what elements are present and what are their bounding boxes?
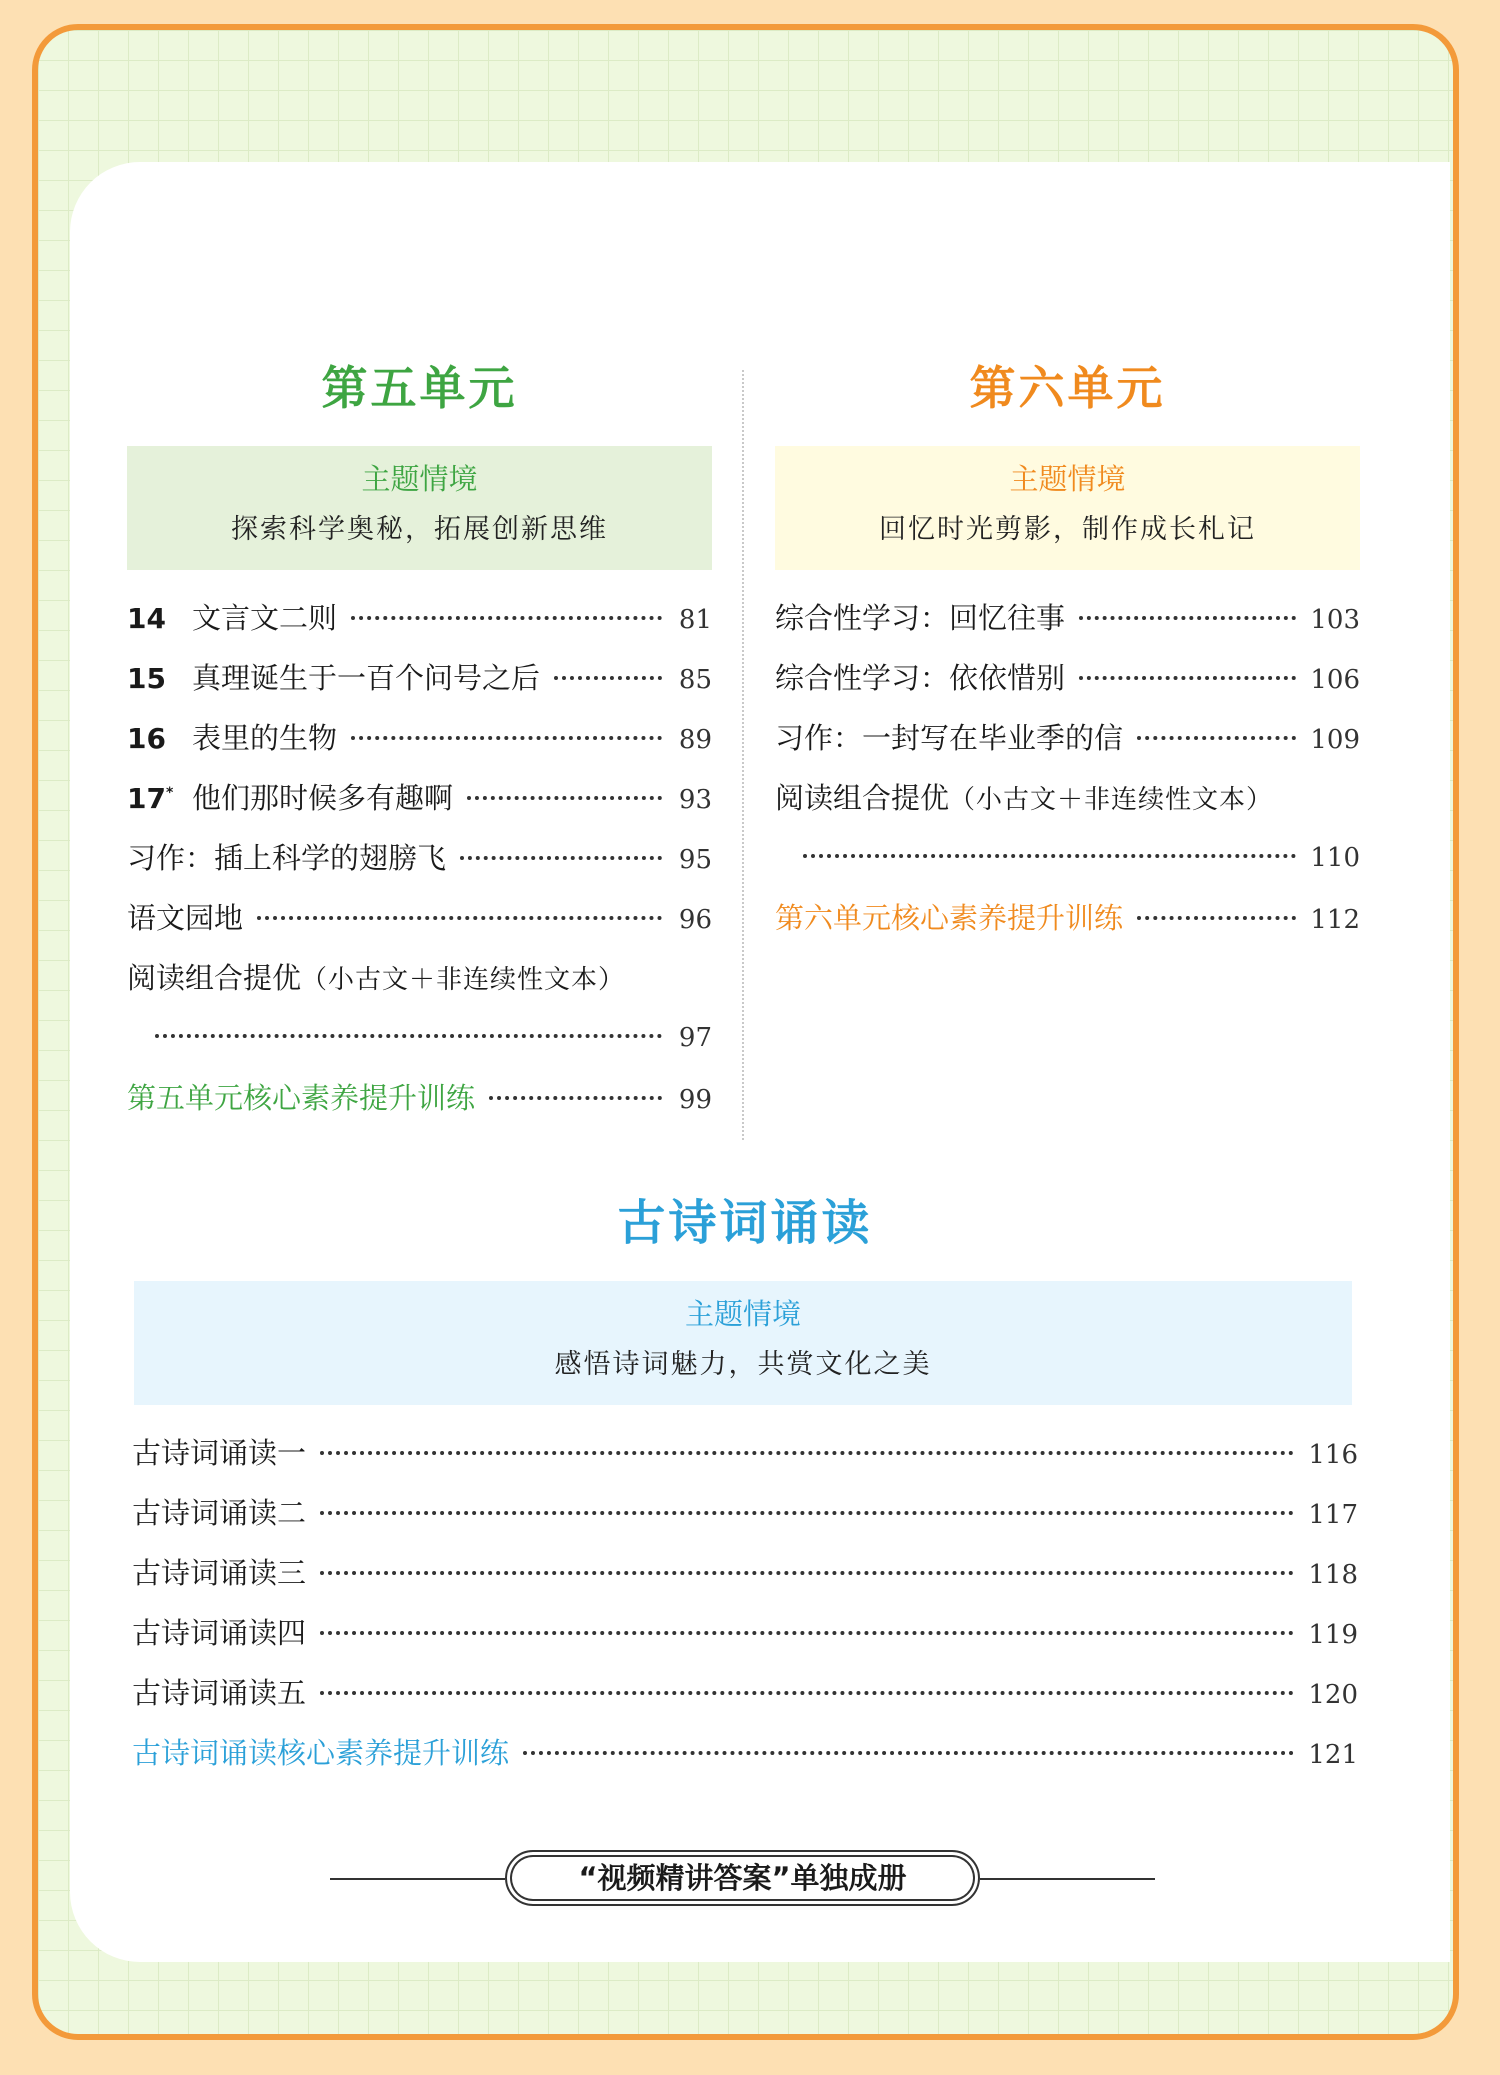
training-title: 第五单元核心素养提升训练 — [127, 1081, 476, 1115]
unit5-theme-box — [127, 446, 712, 570]
reading-entry-page[interactable] — [775, 828, 1360, 888]
toc-entry[interactable] — [132, 1543, 1358, 1603]
lesson-title: 文言文二则 — [192, 601, 338, 635]
optional-marker: * — [165, 785, 174, 801]
answer-booklet-badge: “视频精讲答案”单独成册 — [505, 1850, 980, 1906]
unit5-theme-text: 探索科学奥秘，拓展创新思维 — [231, 514, 608, 545]
leader-dots — [320, 1691, 1294, 1695]
toc-entry[interactable] — [127, 888, 712, 948]
gushi-toc — [132, 1423, 1358, 1783]
toc-entry[interactable] — [127, 708, 712, 768]
leader-dots — [460, 856, 662, 860]
page-number: 120 — [1308, 1680, 1358, 1710]
reading-entry-page[interactable] — [127, 1008, 712, 1068]
toc-entry[interactable] — [127, 768, 712, 828]
page-number: 81 — [678, 605, 712, 635]
lesson-title: 真理诞生于一百个问号之后 — [192, 661, 541, 695]
lesson-title: 综合性学习：回忆往事 — [775, 601, 1066, 635]
toc-entry[interactable] — [132, 1603, 1358, 1663]
leader-dots — [523, 1751, 1294, 1755]
lesson-number — [127, 769, 192, 829]
page-number: 103 — [1310, 605, 1360, 635]
gushi-title: 古诗词诵读 — [617, 1195, 873, 1251]
training-title: 古诗词诵读核心素养提升训练 — [132, 1736, 510, 1770]
gushi-theme-box — [134, 1281, 1352, 1405]
toc-entry[interactable] — [775, 588, 1360, 648]
lesson-title: 古诗词诵读三 — [132, 1556, 307, 1590]
lesson-title: 古诗词诵读五 — [132, 1676, 307, 1710]
leader-dots — [489, 1096, 662, 1100]
lesson-number-value: 17 — [127, 782, 166, 815]
unit5-title: 第五单元 — [321, 361, 518, 415]
training-entry[interactable] — [775, 888, 1360, 948]
page-number: 119 — [1308, 1620, 1358, 1650]
lesson-title: 古诗词诵读一 — [132, 1436, 307, 1470]
page-number: 109 — [1310, 725, 1360, 755]
training-entry[interactable] — [132, 1723, 1358, 1783]
lesson-title: 语文园地 — [127, 901, 244, 935]
leader-dots — [467, 796, 662, 800]
page-number: 106 — [1310, 665, 1360, 695]
leader-dots — [803, 854, 1296, 858]
toc-entry[interactable] — [127, 648, 712, 708]
leader-dots — [1137, 736, 1296, 740]
lesson-title: 古诗词诵读四 — [132, 1616, 307, 1650]
toc-entry[interactable] — [127, 828, 712, 888]
page-number: 85 — [678, 665, 712, 695]
toc-entry[interactable] — [132, 1663, 1358, 1723]
gushi-section — [132, 1190, 1358, 1783]
leader-dots — [1079, 676, 1296, 680]
unit6-theme-label: 主题情境 — [1009, 462, 1126, 496]
leader-dots — [320, 1451, 1294, 1455]
gushi-theme-label: 主题情境 — [684, 1297, 801, 1331]
page-number: 112 — [1310, 905, 1360, 935]
toc-entry[interactable] — [132, 1483, 1358, 1543]
unit5-theme-label: 主题情境 — [361, 462, 478, 496]
reading-entry-title[interactable] — [127, 948, 712, 1008]
toc-entry[interactable] — [775, 648, 1360, 708]
footer-line-left — [330, 1878, 505, 1880]
leader-dots — [155, 1034, 662, 1038]
toc-entry[interactable] — [127, 588, 712, 648]
lesson-title: 他们那时候多有趣啊 — [192, 781, 454, 815]
page-number: 97 — [678, 1023, 712, 1053]
unit6-toc — [775, 588, 1360, 948]
footer-note — [330, 1850, 1155, 1906]
reading-title: 阅读组合提优 — [775, 781, 950, 815]
column-divider — [742, 370, 744, 1140]
training-entry[interactable] — [127, 1068, 712, 1128]
page-number: 110 — [1310, 843, 1360, 873]
lesson-title: 表里的生物 — [192, 721, 338, 755]
lesson-title: 习作：插上科学的翅膀飞 — [127, 841, 447, 875]
unit5-column — [127, 355, 712, 1128]
lesson-title: 古诗词诵读二 — [132, 1496, 307, 1530]
page-number: 96 — [678, 905, 712, 935]
reading-subtitle: （小古文＋非连续性文本） — [949, 785, 1274, 815]
lesson-title: 综合性学习：依依惜别 — [775, 661, 1066, 695]
leader-dots — [351, 616, 662, 620]
lesson-number: 14 — [127, 602, 166, 635]
leader-dots — [320, 1511, 1294, 1515]
page-number: 93 — [678, 785, 712, 815]
page-number: 118 — [1308, 1560, 1358, 1590]
page-number: 117 — [1308, 1500, 1358, 1530]
lesson-number: 16 — [127, 722, 166, 755]
reading-subtitle: （小古文＋非连续性文本） — [301, 965, 626, 995]
page-number: 116 — [1308, 1440, 1358, 1470]
page-number: 89 — [678, 725, 712, 755]
leader-dots — [320, 1631, 1294, 1635]
page-number: 121 — [1308, 1740, 1358, 1770]
lesson-number: 15 — [127, 662, 166, 695]
gushi-theme-text: 感悟诗词魅力，共赏文化之美 — [554, 1349, 932, 1380]
leader-dots — [351, 736, 662, 740]
footer-line-right — [980, 1878, 1155, 1880]
leader-dots — [554, 676, 662, 680]
page-number: 95 — [678, 845, 712, 875]
unit6-theme-box — [775, 446, 1360, 570]
reading-entry-title[interactable] — [775, 768, 1360, 828]
unit6-theme-text: 回忆时光剪影，制作成长札记 — [879, 514, 1256, 545]
leader-dots — [1079, 616, 1296, 620]
page-number: 99 — [678, 1085, 712, 1115]
toc-entry[interactable] — [132, 1423, 1358, 1483]
training-title: 第六单元核心素养提升训练 — [775, 901, 1124, 935]
unit6-column — [775, 355, 1360, 948]
reading-title: 阅读组合提优 — [127, 961, 302, 995]
leader-dots — [320, 1571, 1294, 1575]
unit6-title: 第六单元 — [969, 361, 1166, 415]
toc-entry[interactable] — [775, 708, 1360, 768]
leader-dots — [1137, 916, 1296, 920]
unit5-toc — [127, 588, 712, 1128]
lesson-title: 习作：一封写在毕业季的信 — [775, 721, 1124, 755]
leader-dots — [257, 916, 662, 920]
